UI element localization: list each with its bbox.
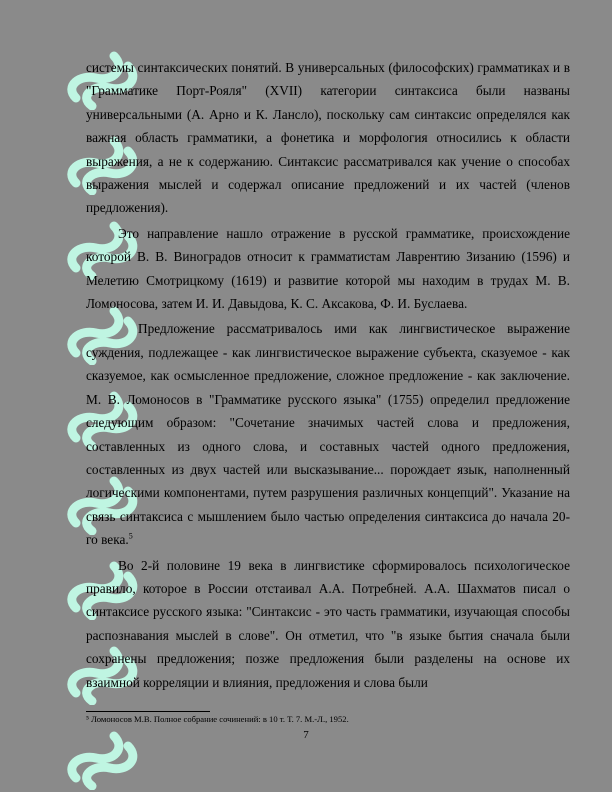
paragraph-3: [86, 317, 570, 551]
footnote-separator: [86, 711, 210, 712]
paragraph-4: Во 2-й половине 19 века в лингвистике сформировалось психологическое правило, которое в России отстаивал А.А. Потребней. А.А. Шахматов писал о синтаксисе русского языка: "Синтаксис - это часть грамматики, изучающая способы распознавания мыслей в слове". Он отметил, что "в языке бытия сначала были сохранены предложения; позже предложения были разделены на основе их взаимной корреляции и влияния, предложения и слова были: [86, 557, 570, 690]
paragraph-2: Это направление нашло отражение в русской грамматике, происхождение которой В. В. Виноградов относит к грамматистам Лаврентию Зизанию (1596) и Мелетию Смотрицкому (1619) и развитие которой мы находим в трудах М. В. Ломоносова, затем И. И. Давыдова, К. С. Аксакова, Ф. И. Буслаева.: [86, 225, 570, 312]
body-text: [86, 56, 570, 694]
page-number: 7: [303, 729, 309, 741]
paragraph-3-text: Предложение рассматривалось ими как лингвистическое выражение суждения, подлежащее - как лингвистическое выражение субъекта, сказуемое - как сказуемое, как осмысленное предложение, сложное предложение - как заключение. М. В. Ломоносов в "Грамматике русского языка" (1755) определил предложение следующим образом: "Сочетание значимых частей слова и предложения, составленных из одного слова, и составных частей одного предложения, составленных из двух частей или высказывание... порождает язык, наполненный логическими компонентами, путем разрушения различных концепций". Указание на связь синтаксиса с мышлением было частью определения синтаксиса до начала 20-го века.: [86, 321, 570, 548]
footnote-reference[interactable]: 5: [128, 531, 133, 541]
footnote: ⁵ Ломоносов М.В. Полное собрание сочинений: в 10 т. Т. 7. М.-Л., 1952.: [86, 714, 349, 724]
paragraph-1: системы синтаксических понятий. В универсальных (философских) грамматиках и в "Грамматике Порт-Рояля" (XVII) категории синтаксиса были названы универсальными (А. Арно и К. Лансло), поскольку сам синтаксис определялся как важная область грамматики, а фонетика и морфология относились к области выражения, а не к содержанию. Синтаксис рассматривался как учение о способах выражения мыслей и содержал описание предложений и их частей (членов предложения).: [86, 60, 570, 216]
